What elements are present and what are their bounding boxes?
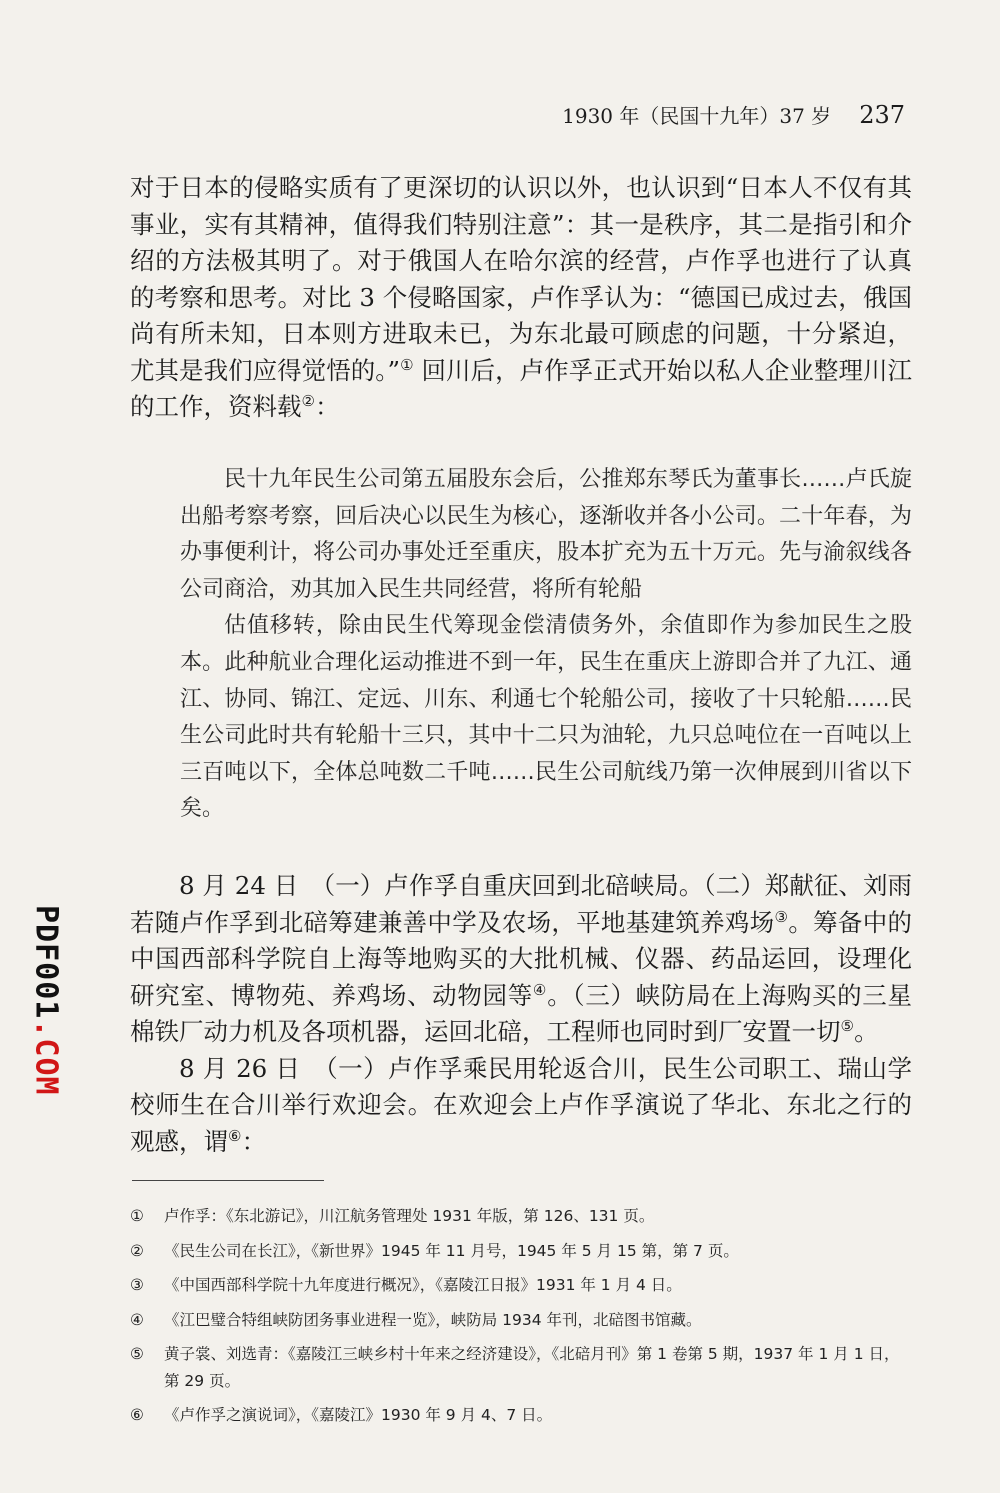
footnote-divider <box>132 1180 324 1181</box>
body-text-top <box>130 170 912 426</box>
footnote-mark: ⑤ <box>130 1345 144 1363</box>
footnote-ref-3[interactable]: ③ <box>774 907 789 926</box>
footnote-text: 黄子裳、刘选青：《嘉陵江三峡乡村十年来之经济建设》，《北碚月刊》第 1 卷第 5 期，1937 年 1 月 1 日，第 29 页。 <box>164 1345 900 1390</box>
footnote-item <box>130 1238 912 1265</box>
footnote-ref-5[interactable]: ⑤ <box>840 1016 855 1035</box>
footnote-item <box>130 1307 912 1334</box>
footnote-mark: ③ <box>130 1276 144 1294</box>
footnote-text: 《中国西部科学院十九年度进行概况》，《嘉陵江日报》1931 年 1 月 4 日。 <box>164 1276 682 1294</box>
footnote-item <box>130 1341 912 1394</box>
watermark-text <box>29 905 64 1096</box>
entry-aug-26 <box>130 1051 912 1161</box>
footnotes <box>130 1203 912 1437</box>
footnote-mark: ⑥ <box>130 1406 144 1424</box>
entry-text: ： <box>241 1126 267 1156</box>
paragraph-continuation <box>130 170 912 426</box>
entry-text: 8 月 24 日 （一）卢作孚自重庆回到北碚峡局。（二）郑献征、刘雨若随卢作孚到北碚筹建兼善中学及农场，平地基建筑养鸡场 <box>130 871 912 937</box>
body-text-bottom <box>130 868 912 1160</box>
page-number: 237 <box>859 101 905 129</box>
entry-text: 。 <box>854 1017 879 1046</box>
entry-aug-24 <box>130 868 912 1051</box>
footnote-ref-6[interactable]: ⑥ <box>228 1126 242 1145</box>
watermark-part: .COM <box>28 1019 64 1096</box>
watermark-logo <box>22 905 70 1095</box>
paragraph-text: ： <box>315 392 340 421</box>
entry-text: 。（三）峡防局在上海购买的三星棉铁厂动力机及各项机器，运回北碚，工程师也同时到厂安置一切 <box>130 980 912 1046</box>
footnote-ref-2[interactable]: ② <box>301 391 316 410</box>
footnote-text: 《卢作孚之演说词》，《嘉陵江》1930 年 9 月 4、7 日。 <box>164 1406 553 1424</box>
paragraph-text: 回川后，卢作孚正式开始以私人企业整理川江的工作，资料载 <box>130 355 912 421</box>
footnote-text: 《江巴璧合特组峡防团务事业进程一览》，峡防局 1934 年刊，北碚图书馆藏。 <box>164 1310 702 1329</box>
footnote-text: 卢作孚：《东北游记》，川江航务管理处 1931 年版，第 126、131 页。 <box>164 1207 655 1225</box>
block-quote <box>180 462 912 828</box>
footnote-ref-4[interactable]: ④ <box>532 980 548 999</box>
footnote-mark: ① <box>130 1207 144 1225</box>
entry-text: 8 月 26 日 （一）卢作孚乘民用轮返合川，民生公司职工、瑞山学校师生在合川举行欢迎会。在欢迎会上卢作孚演说了华北、东北之行的观感，谓 <box>130 1053 912 1156</box>
quote-paragraph: 估值移转，除由民生代筹现金偿清债务外，余值即作为参加民生之股本。此种航业合理化运动推进不到一年，民生在重庆上游即合并了九江、通江、协同、锦江、定远、川东、利通七个轮船公司，接收了十只轮船……民生公司此时共有轮船十三只，其中十二只为油轮，九只总吨位在一百吨以上三百吨以下，全体总吨数二千吨……民生公司航线乃第一次伸展到川省以下矣。 <box>180 613 912 822</box>
footnote-mark: ② <box>130 1241 144 1260</box>
footnote-item <box>130 1272 912 1299</box>
footnote-ref-1[interactable]: ① <box>400 355 414 374</box>
quote-paragraph: 民十九年民生公司第五届股东会后，公推郑东琴氏为董事长……卢氏旋出船考察考察，回后决心以民生为核心，逐渐收并各小公司。二十年春，为办事便利计，将公司办事处迁至重庆，股本扩充为五十万元。先与渝叙线各公司商洽，劝其加入民生共同经营，将所有轮船 <box>180 467 912 602</box>
watermark-part: PDF001 <box>28 904 64 1020</box>
footnote-item <box>130 1203 912 1230</box>
footnote-item <box>130 1402 912 1429</box>
footnote-mark: ④ <box>130 1310 144 1329</box>
paragraph-text: 对于日本的侵略实质有了更深切的认识以外，也认识到“日本人不仅有其事业，实有其精神，值得我们特别注意”：其一是秩序，其二是指引和介绍的方法极其明了。对于俄国人在哈尔滨的经营，卢作孚也进行了认真的考察和思考。对比 3 个侵略国家，卢作孚认为：“德国已成过去，俄国尚有所未知，日本则方进取未已，为东北最可顾虑的问题，十分紧迫，尤其是我们应得觉悟的。” <box>130 173 912 385</box>
footnote-text: 《民生公司在长江》，《新世界》1945 年 11 月号，1945 年 5 月 15 第，第 7 页。 <box>164 1241 739 1260</box>
entry-text: 。筹备中的中国西部科学院自上海等地购买的大批机械、仪器、药品运回，设理化研究室、博物苑、养鸡场、动物园等 <box>130 907 913 1010</box>
running-header <box>130 100 905 131</box>
header-title: 1930 年（民国十九年）37 岁 <box>562 104 832 128</box>
